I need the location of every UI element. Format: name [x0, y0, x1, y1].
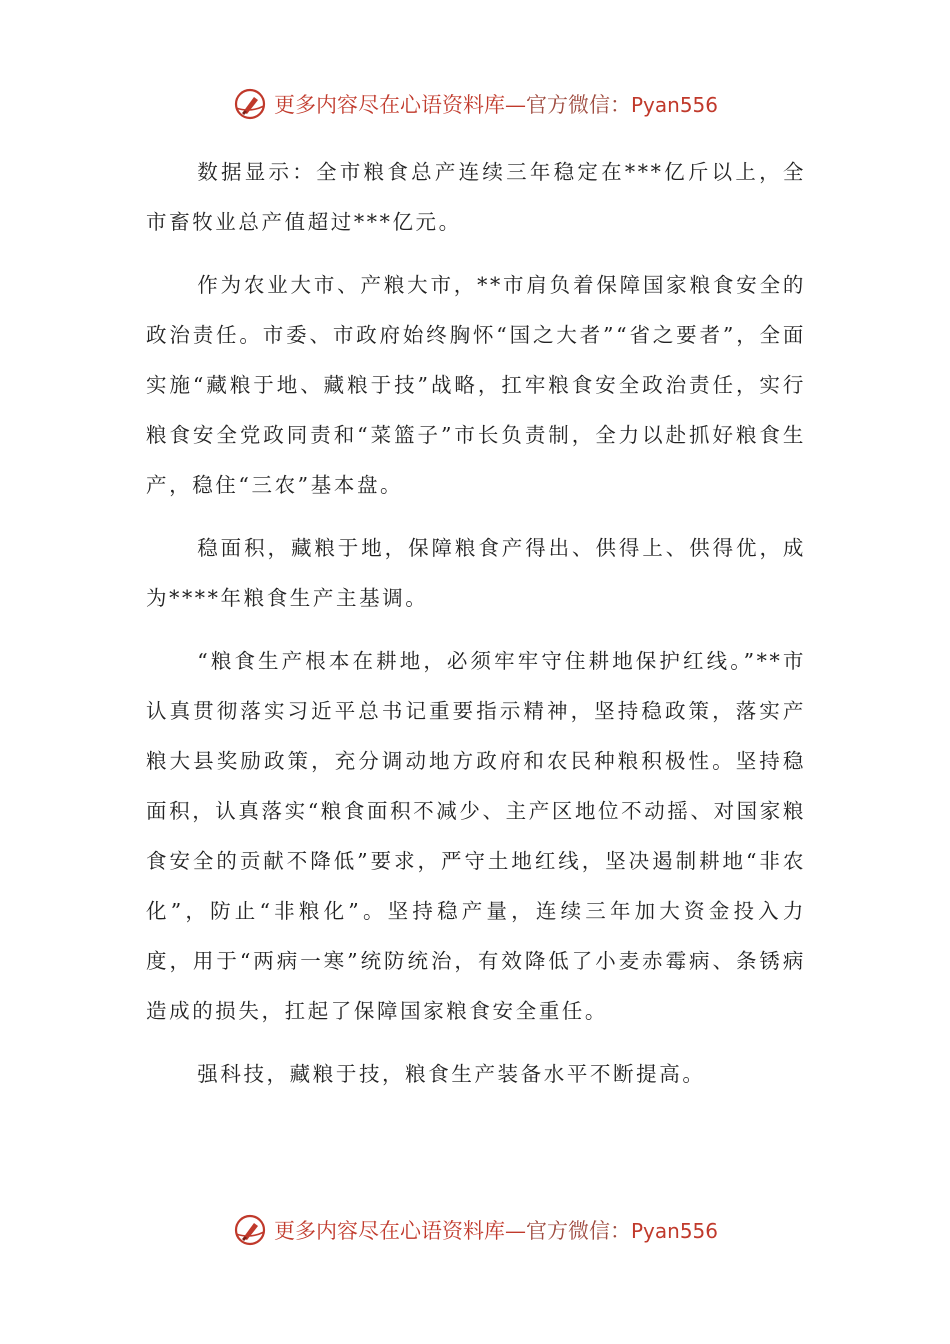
- header-brand-text: 更多内容尽在心语资料库: [273, 93, 505, 117]
- paragraph-3: 稳面积，藏粮于地，保障粮食产得出、供得上、供得优，成为****年粮食生产主基调。: [146, 536, 806, 610]
- header-banner-inner: [232, 86, 718, 122]
- footer-separator: —: [504, 1219, 526, 1243]
- header-banner: [0, 84, 950, 124]
- header-banner-text: [274, 89, 718, 119]
- paragraph-5: 强科技，藏粮于技，粮食生产装备水平不断提高。: [197, 1062, 706, 1086]
- paragraph-2: 作为农业大市、产粮大市，**市肩负着保障国家粮食安全的政治责任。市委、市政府始终胸怀“国之大者”“省之要者”，全面实施“藏粮于地、藏粮于技”战略，扛牢粮食安全政治责任，实行粮食安全党政同责和“菜篮子”市长负责制，全力以赴抓好粮食生产，稳住“三农”基本盘。: [146, 273, 806, 497]
- footer-brand-text: 更多内容尽在心语资料库: [273, 1219, 505, 1243]
- footer-banner-text: [274, 1215, 718, 1245]
- pen-nib-icon: [232, 86, 268, 122]
- header-wechat-label: 官方微信：: [525, 93, 631, 117]
- document-body: [146, 147, 806, 1112]
- footer-wechat-id: Pyan556: [630, 1219, 718, 1243]
- paragraph-1: 数据显示：全市粮食总产连续三年稳定在***亿斤以上，全市畜牧业总产值超过***亿元。: [146, 160, 806, 234]
- pen-nib-icon: [232, 1212, 268, 1248]
- footer-banner-inner: [232, 1212, 718, 1248]
- paragraph-4: “粮食生产根本在耕地，必须牢牢守住耕地保护红线。”**市认真贯彻落实习近平总书记重要指示精神，坚持稳政策，落实产粮大县奖励政策，充分调动地方政府和农民种粮积极性。坚持稳面积，认真落实“粮食面积不减少、主产区地位不动摇、对国家粮食安全的贡献不降低”要求，严守土地红线，坚决遏制耕地“非农化”，防止“非粮化”。坚持稳产量，连续三年加大资金投入力度，用于“两病一寒”统防统治，有效降低了小麦赤霉病、条锈病造成的损失，扛起了保障国家粮食安全重任。: [146, 649, 806, 1023]
- footer-wechat-label: 官方微信：: [525, 1219, 631, 1243]
- header-separator: —: [504, 93, 526, 117]
- header-wechat-id: Pyan556: [630, 93, 718, 117]
- footer-banner: [0, 1210, 950, 1250]
